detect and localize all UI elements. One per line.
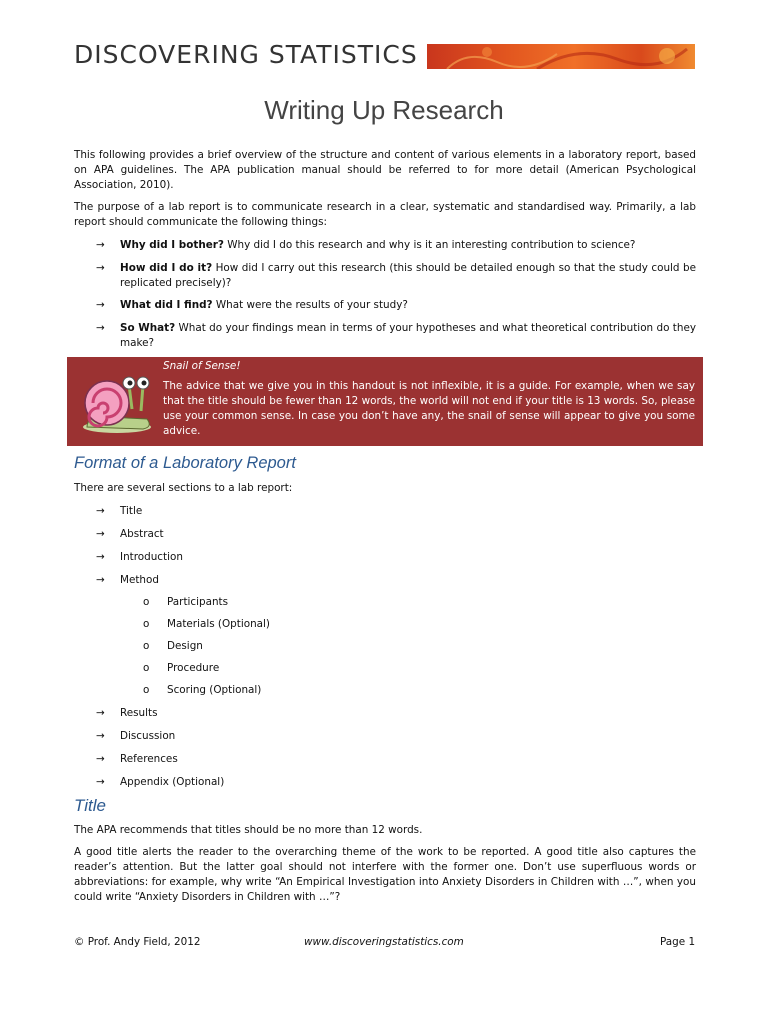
arrow-icon: → (96, 299, 105, 311)
bullet-bold: Why did I bother? (120, 239, 224, 251)
arrow-icon: → (96, 574, 105, 586)
callout-body: The advice that we give you in this handout is not inflexible, it is a guide. For example, when we say that the title should be fewer than 12 words, the world will not end if your title is 13 words. So, please use your common sense. In case you don’t have any, the snail of sense will appear to give you some advice. (163, 380, 695, 437)
circle-bullet-icon: o (143, 640, 150, 652)
section-label: Introduction (120, 551, 183, 563)
section-label: References (120, 753, 178, 765)
footer-page-number: Page 1 (660, 936, 696, 948)
section-label: Title (120, 505, 143, 517)
footer-url[interactable]: www.discoveringstatistics.com (304, 936, 464, 948)
subitem-label: Design (167, 640, 203, 652)
bullet-text: How did I carry out this research (this should be detailed enough so that the study could be replicated precisely)? (120, 262, 696, 289)
circle-bullet-icon: o (143, 684, 150, 696)
section-label: Abstract (120, 528, 164, 540)
bullet-bold: What did I find? (120, 299, 213, 311)
document-title: Writing Up Research (264, 95, 504, 125)
title-paragraph-1: The APA recommends that titles should be no more than 12 words. (74, 824, 423, 836)
arrow-icon: → (96, 322, 105, 334)
bullet-bold: So What? (120, 322, 176, 334)
subitem-label: Materials (Optional) (167, 618, 270, 630)
format-intro: There are several sections to a lab report: (74, 482, 293, 494)
circle-bullet-icon: o (143, 618, 150, 630)
snail-icon (77, 367, 157, 437)
section-label: Results (120, 707, 158, 719)
section-label: Discussion (120, 730, 176, 742)
section-label: Method (120, 574, 159, 586)
header-banner-image (427, 44, 695, 69)
bullet-text: Why did I do this research and why is it an interesting contribution to science? (223, 239, 636, 251)
brand-title: DISCOVERING STATISTICS (74, 40, 418, 69)
arrow-icon: → (96, 239, 105, 251)
footer-copyright: © Prof. Andy Field, 2012 (74, 936, 201, 948)
arrow-icon: → (96, 707, 105, 719)
callout-heading: Snail of Sense! (163, 360, 241, 372)
arrow-icon: → (96, 730, 105, 742)
circle-bullet-icon: o (143, 662, 150, 674)
subitem-label: Scoring (Optional) (167, 684, 262, 696)
arrow-icon: → (96, 551, 105, 563)
intro-paragraph-2: The purpose of a lab report is to communicate research in a clear, systematic and standardised way. Primarily, a lab report should communicate the following things: (74, 201, 696, 228)
subitem-label: Participants (167, 596, 229, 608)
format-heading: Format of a Laboratory Report (74, 454, 296, 472)
subitem-label: Procedure (167, 662, 220, 674)
title-paragraph-2: A good title alerts the reader to the overarching theme of the work to be reported. A good title also captures the reader’s attention. But the latter goal should not interfere with the former one. Don’t use superfluous words or abbreviations: for example, why write “An Empirical Investigation into Anxiety Disorders in Children with …”, when you could write “Anxiety Disorders in Children with …”? (74, 846, 696, 903)
bullet-text: What were the results of your study? (212, 299, 408, 311)
section-label: Appendix (Optional) (120, 776, 225, 788)
arrow-icon: → (96, 528, 105, 540)
bullet-bold: How did I do it? (120, 262, 213, 274)
arrow-icon: → (96, 505, 105, 517)
bullet-text: What do your findings mean in terms of your hypotheses and what theoretical contribution do they make? (120, 322, 696, 349)
arrow-icon: → (96, 753, 105, 765)
arrow-icon: → (96, 262, 105, 274)
circle-bullet-icon: o (143, 596, 150, 608)
arrow-icon: → (96, 776, 105, 788)
title-section-heading: Title (74, 796, 106, 815)
banner-pattern (427, 44, 695, 69)
intro-paragraph-1: This following provides a brief overview of the structure and content of various elements in a laboratory report, based on APA guidelines. The APA publication manual should be referred to for more detail (American Psychological Association, 2010). (74, 149, 696, 191)
snail-of-sense-callout (67, 357, 703, 446)
